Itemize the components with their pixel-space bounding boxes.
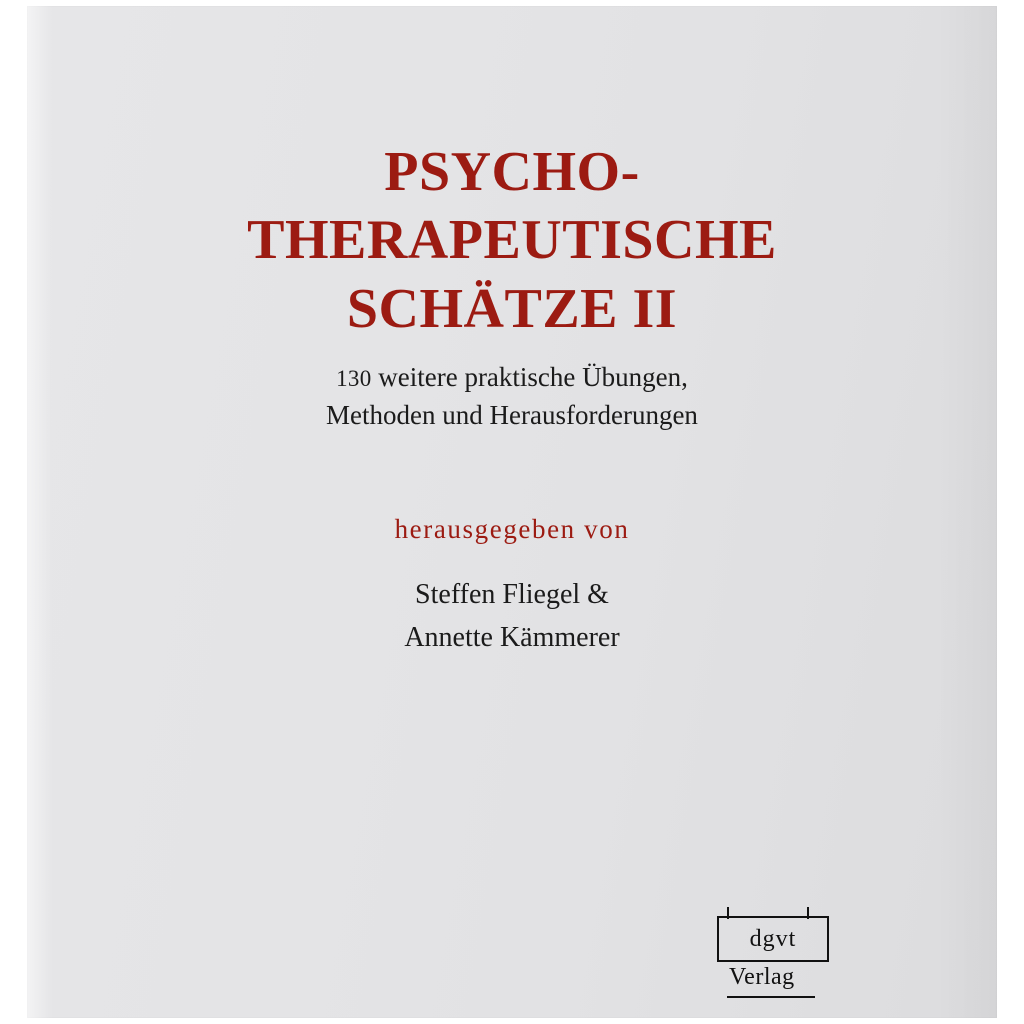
book-subtitle	[27, 358, 997, 435]
title-line-3: SCHÄTZE II	[346, 277, 678, 340]
publisher-logo-mark: dgvt	[749, 925, 797, 952]
publisher-logo	[699, 902, 849, 1007]
editor-name-2: Annette Kämmerer	[404, 621, 620, 653]
editor-label: herausgegeben von	[394, 514, 630, 544]
subtitle-line-1	[27, 358, 997, 396]
subtitle-text-1: weitere praktische Übungen,	[378, 362, 688, 392]
book-title	[27, 138, 997, 343]
title-line-2: THERAPEUTISCHE	[247, 209, 777, 272]
publisher-logo-box	[717, 916, 829, 962]
publisher-logo-word: Verlag	[729, 964, 795, 990]
subtitle-count: 130	[336, 366, 372, 391]
title-line-1: PSYCHO-	[384, 141, 640, 203]
editor-names	[27, 574, 997, 659]
editor-name-1: Steffen Fliegel &	[415, 579, 609, 610]
subtitle-line-2: Methoden und Herausforderungen	[326, 400, 698, 431]
publisher-logo-underline	[727, 996, 815, 998]
book-cover	[27, 6, 997, 1018]
